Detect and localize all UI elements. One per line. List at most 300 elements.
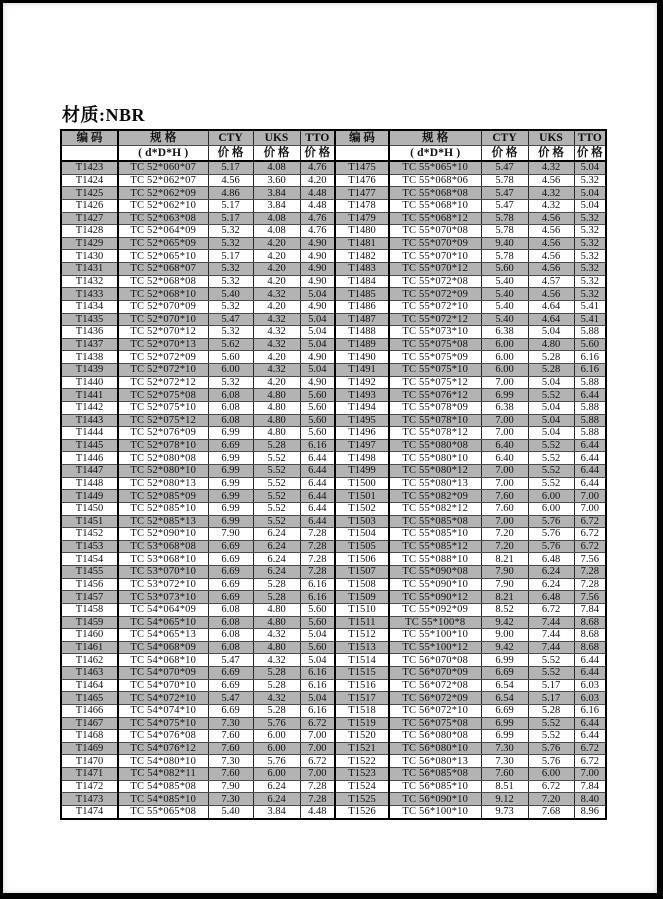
- uks-price-cell: 5.17: [528, 679, 574, 692]
- code-cell: T1476: [335, 174, 389, 187]
- uks-price-cell: 4.32: [528, 187, 574, 200]
- cty-price-cell: 6.08: [208, 629, 253, 642]
- cty-price-cell: 9.00: [481, 629, 528, 642]
- tto-price-cell: 5.04: [300, 338, 335, 351]
- table-row: [61, 275, 606, 288]
- tto-price-cell: 8.68: [574, 641, 606, 654]
- uks-price-cell: 5.28: [253, 439, 300, 452]
- table-row: [61, 667, 606, 680]
- table-row: [61, 300, 606, 313]
- tto-price-cell: 5.60: [300, 389, 335, 402]
- tto-price-cell: 7.00: [300, 768, 335, 781]
- code-cell: T1460: [61, 629, 118, 642]
- table-body: [61, 161, 606, 819]
- spec-cell: TC 52*062*09: [118, 187, 208, 200]
- cty-price-cell: 5.78: [481, 212, 528, 225]
- code-cell: T1521: [335, 742, 389, 755]
- tto-price-cell: 5.88: [574, 376, 606, 389]
- tto-price-cell: 6.72: [574, 755, 606, 768]
- uks-price-cell: 4.80: [253, 414, 300, 427]
- cty-price-cell: 5.78: [481, 225, 528, 238]
- tto-price-cell: 5.04: [300, 692, 335, 705]
- spec-cell: TC 55*080*08: [389, 439, 481, 452]
- code-cell: T1446: [61, 452, 118, 465]
- tto-price-cell: 5.60: [300, 427, 335, 440]
- spec-cell: TC 56*080*10: [389, 742, 481, 755]
- tto-price-cell: 5.04: [300, 654, 335, 667]
- uks-price-cell: 4.56: [528, 263, 574, 276]
- spec-cell: TC 52*080*13: [118, 477, 208, 490]
- col-header-uks: UKS: [253, 130, 300, 146]
- code-cell: T1458: [61, 603, 118, 616]
- uks-price-cell: 6.24: [253, 566, 300, 579]
- uks-price-cell: 4.80: [253, 389, 300, 402]
- cty-price-cell: 6.99: [208, 502, 253, 515]
- col-subheader-price: 价 格: [528, 146, 574, 162]
- code-cell: T1485: [335, 288, 389, 301]
- tto-price-cell: 6.16: [300, 704, 335, 717]
- code-cell: T1515: [335, 667, 389, 680]
- col-subheader-blank: [61, 146, 118, 162]
- table-row: [61, 477, 606, 490]
- spec-cell: TC 55*068*12: [389, 212, 481, 225]
- tto-price-cell: 6.72: [574, 528, 606, 541]
- tto-price-cell: 4.90: [300, 275, 335, 288]
- col-subheader-price: 价 格: [253, 146, 300, 162]
- uks-price-cell: 7.68: [528, 805, 574, 819]
- code-cell: T1508: [335, 578, 389, 591]
- code-cell: T1523: [335, 768, 389, 781]
- code-cell: T1462: [61, 654, 118, 667]
- cty-price-cell: 5.40: [481, 300, 528, 313]
- cty-price-cell: 5.40: [208, 288, 253, 301]
- table-row: [61, 654, 606, 667]
- spec-cell: TC 52*080*08: [118, 452, 208, 465]
- tto-price-cell: 6.72: [574, 515, 606, 528]
- code-cell: T1516: [335, 679, 389, 692]
- cty-price-cell: 8.21: [481, 591, 528, 604]
- spec-cell: TC 56*080*08: [389, 730, 481, 743]
- tto-price-cell: 6.44: [574, 730, 606, 743]
- tto-price-cell: 4.76: [300, 225, 335, 238]
- tto-price-cell: 6.44: [574, 389, 606, 402]
- tto-price-cell: 5.04: [300, 629, 335, 642]
- tto-price-cell: 5.60: [300, 414, 335, 427]
- cty-price-cell: 6.69: [208, 667, 253, 680]
- code-cell: T1522: [335, 755, 389, 768]
- tto-price-cell: 7.84: [574, 780, 606, 793]
- uks-price-cell: 5.17: [528, 692, 574, 705]
- spec-cell: TC 52*076*09: [118, 427, 208, 440]
- tto-price-cell: 6.44: [574, 439, 606, 452]
- spec-cell: TC 55*080*12: [389, 465, 481, 478]
- tto-price-cell: 4.90: [300, 300, 335, 313]
- spec-cell: TC 56*080*13: [389, 755, 481, 768]
- spec-cell: TC 55*072*08: [389, 275, 481, 288]
- table-row: [61, 401, 606, 414]
- uks-price-cell: 4.32: [253, 629, 300, 642]
- tto-price-cell: 6.16: [574, 704, 606, 717]
- cty-price-cell: 6.08: [208, 414, 253, 427]
- uks-price-cell: 5.52: [528, 654, 574, 667]
- tto-price-cell: 5.04: [300, 288, 335, 301]
- header-row-sub: [61, 146, 606, 162]
- uks-price-cell: 5.76: [528, 742, 574, 755]
- table-row: [61, 414, 606, 427]
- tto-price-cell: 5.88: [574, 326, 606, 339]
- uks-price-cell: 7.20: [528, 793, 574, 806]
- spec-cell: TC 54*076*12: [118, 742, 208, 755]
- tto-price-cell: 8.68: [574, 629, 606, 642]
- code-cell: T1452: [61, 528, 118, 541]
- tto-price-cell: 5.32: [574, 212, 606, 225]
- code-cell: T1448: [61, 477, 118, 490]
- tto-price-cell: 4.76: [300, 212, 335, 225]
- uks-price-cell: 4.80: [253, 427, 300, 440]
- code-cell: T1509: [335, 591, 389, 604]
- uks-price-cell: 6.24: [528, 566, 574, 579]
- spec-cell: TC 54*065*10: [118, 616, 208, 629]
- code-cell: T1447: [61, 465, 118, 478]
- spec-cell: TC 52*072*12: [118, 376, 208, 389]
- uks-price-cell: 6.00: [528, 502, 574, 515]
- spec-cell: TC 55*100*8: [389, 616, 481, 629]
- tto-price-cell: 4.48: [300, 187, 335, 200]
- code-cell: T1425: [61, 187, 118, 200]
- uks-price-cell: 4.32: [253, 338, 300, 351]
- cty-price-cell: 7.00: [481, 515, 528, 528]
- cty-price-cell: 5.32: [208, 263, 253, 276]
- code-cell: T1484: [335, 275, 389, 288]
- tto-price-cell: 5.32: [574, 225, 606, 238]
- uks-price-cell: 5.04: [528, 401, 574, 414]
- cty-price-cell: 7.60: [208, 768, 253, 781]
- table-row: [61, 427, 606, 440]
- uks-price-cell: 4.56: [528, 250, 574, 263]
- uks-price-cell: 6.48: [528, 553, 574, 566]
- col-header-cty: CTY: [208, 130, 253, 146]
- code-cell: T1497: [335, 439, 389, 452]
- code-cell: T1443: [61, 414, 118, 427]
- code-cell: T1438: [61, 351, 118, 364]
- code-cell: T1441: [61, 389, 118, 402]
- table-row: [61, 490, 606, 503]
- uks-price-cell: 4.32: [253, 313, 300, 326]
- cty-price-cell: 7.90: [208, 780, 253, 793]
- uks-price-cell: 6.72: [528, 603, 574, 616]
- spec-cell: TC 52*070*09: [118, 300, 208, 313]
- code-cell: T1445: [61, 439, 118, 452]
- spec-cell: TC 56*090*10: [389, 793, 481, 806]
- spec-cell: TC 52*085*09: [118, 490, 208, 503]
- cty-price-cell: 6.54: [481, 692, 528, 705]
- table-row: [61, 780, 606, 793]
- code-cell: T1466: [61, 704, 118, 717]
- code-cell: T1437: [61, 338, 118, 351]
- tto-price-cell: 6.16: [300, 667, 335, 680]
- code-cell: T1491: [335, 364, 389, 377]
- spec-cell: TC 52*068*08: [118, 275, 208, 288]
- uks-price-cell: 4.20: [253, 237, 300, 250]
- spec-cell: TC 55*100*10: [389, 629, 481, 642]
- uks-price-cell: 4.56: [528, 237, 574, 250]
- code-cell: T1456: [61, 578, 118, 591]
- cty-price-cell: 6.69: [208, 679, 253, 692]
- tto-price-cell: 7.28: [300, 528, 335, 541]
- spec-cell: TC 55*070*08: [389, 225, 481, 238]
- code-cell: T1435: [61, 313, 118, 326]
- code-cell: T1517: [335, 692, 389, 705]
- cty-price-cell: 5.78: [481, 250, 528, 263]
- page-sheet: [3, 3, 657, 893]
- code-cell: T1433: [61, 288, 118, 301]
- spec-cell: TC 54*085*08: [118, 780, 208, 793]
- table-row: [61, 288, 606, 301]
- uks-price-cell: 4.32: [253, 692, 300, 705]
- spec-cell: TC 54*075*10: [118, 717, 208, 730]
- uks-price-cell: 4.80: [253, 641, 300, 654]
- tto-price-cell: 4.90: [300, 376, 335, 389]
- code-cell: T1461: [61, 641, 118, 654]
- table-row: [61, 452, 606, 465]
- col-subheader-price: 价 格: [574, 146, 606, 162]
- page-title: 材质:NBR: [62, 105, 145, 125]
- cty-price-cell: 7.00: [481, 376, 528, 389]
- uks-price-cell: 5.52: [528, 389, 574, 402]
- tto-price-cell: 5.60: [300, 616, 335, 629]
- spec-cell: TC 54*064*09: [118, 603, 208, 616]
- spec-cell: TC 53*068*10: [118, 553, 208, 566]
- tto-price-cell: 7.28: [300, 780, 335, 793]
- code-cell: T1439: [61, 364, 118, 377]
- spec-cell: TC 55*088*10: [389, 553, 481, 566]
- table-row: [61, 326, 606, 339]
- code-cell: T1434: [61, 300, 118, 313]
- cty-price-cell: 9.40: [481, 237, 528, 250]
- spec-cell: TC 55*080*10: [389, 452, 481, 465]
- cty-price-cell: 6.69: [208, 540, 253, 553]
- table-row: [61, 641, 606, 654]
- cty-price-cell: 5.47: [208, 654, 253, 667]
- cty-price-cell: 4.86: [208, 187, 253, 200]
- uks-price-cell: 5.52: [528, 730, 574, 743]
- uks-price-cell: 4.32: [253, 654, 300, 667]
- table-row: [61, 439, 606, 452]
- cty-price-cell: 7.30: [208, 793, 253, 806]
- cty-price-cell: 6.99: [208, 452, 253, 465]
- spec-cell: TC 52*062*07: [118, 174, 208, 187]
- code-cell: T1423: [61, 161, 118, 174]
- cty-price-cell: 6.69: [208, 566, 253, 579]
- uks-price-cell: 3.84: [253, 199, 300, 212]
- spec-cell: TC 52*085*10: [118, 502, 208, 515]
- cty-price-cell: 5.40: [481, 288, 528, 301]
- col-header-cty: CTY: [481, 130, 528, 146]
- table-row: [61, 730, 606, 743]
- table-row: [61, 161, 606, 174]
- code-cell: T1429: [61, 237, 118, 250]
- spec-cell: TC 55*078*09: [389, 401, 481, 414]
- tto-price-cell: 4.90: [300, 250, 335, 263]
- uks-price-cell: 4.20: [253, 275, 300, 288]
- code-cell: T1469: [61, 742, 118, 755]
- uks-price-cell: 5.52: [528, 465, 574, 478]
- uks-price-cell: 5.04: [528, 376, 574, 389]
- uks-price-cell: 3.60: [253, 174, 300, 187]
- table-row: [61, 174, 606, 187]
- code-cell: T1442: [61, 401, 118, 414]
- uks-price-cell: 4.80: [253, 616, 300, 629]
- table-row: [61, 250, 606, 263]
- tto-price-cell: 6.16: [300, 679, 335, 692]
- cty-price-cell: 6.00: [208, 364, 253, 377]
- tto-price-cell: 7.56: [574, 591, 606, 604]
- tto-price-cell: 6.16: [574, 351, 606, 364]
- uks-price-cell: 5.28: [253, 578, 300, 591]
- code-cell: T1480: [335, 225, 389, 238]
- spec-cell: TC 55*068*10: [389, 199, 481, 212]
- spec-cell: TC 55*092*09: [389, 603, 481, 616]
- cty-price-cell: 9.73: [481, 805, 528, 819]
- uks-price-cell: 4.56: [528, 212, 574, 225]
- spec-cell: TC 55*072*12: [389, 313, 481, 326]
- tto-price-cell: 6.16: [300, 578, 335, 591]
- table-row: [61, 566, 606, 579]
- code-cell: T1507: [335, 566, 389, 579]
- col-header-tto: TTO: [300, 130, 335, 146]
- table-row: [61, 313, 606, 326]
- code-cell: T1483: [335, 263, 389, 276]
- tto-price-cell: 7.00: [300, 730, 335, 743]
- code-cell: T1474: [61, 805, 118, 819]
- cty-price-cell: 7.30: [208, 717, 253, 730]
- tto-price-cell: 6.44: [574, 465, 606, 478]
- uks-price-cell: 6.72: [528, 780, 574, 793]
- uks-price-cell: 5.76: [528, 755, 574, 768]
- uks-price-cell: 4.20: [253, 263, 300, 276]
- table-row: [61, 692, 606, 705]
- code-cell: T1430: [61, 250, 118, 263]
- tto-price-cell: 8.96: [574, 805, 606, 819]
- cty-price-cell: 5.60: [208, 351, 253, 364]
- cty-price-cell: 7.60: [481, 768, 528, 781]
- spec-cell: TC 52*075*10: [118, 401, 208, 414]
- code-cell: T1494: [335, 401, 389, 414]
- cty-price-cell: 6.38: [481, 326, 528, 339]
- cty-price-cell: 8.52: [481, 603, 528, 616]
- uks-price-cell: 6.24: [528, 578, 574, 591]
- price-table-container: [60, 129, 607, 820]
- spec-cell: TC 53*070*10: [118, 566, 208, 579]
- spec-cell: TC 56*072*08: [389, 679, 481, 692]
- tto-price-cell: 5.88: [574, 427, 606, 440]
- tto-price-cell: 7.28: [574, 566, 606, 579]
- table-row: [61, 805, 606, 819]
- cty-price-cell: 5.78: [481, 174, 528, 187]
- cty-price-cell: 9.12: [481, 793, 528, 806]
- uks-price-cell: 4.08: [253, 161, 300, 174]
- uks-price-cell: 5.52: [528, 439, 574, 452]
- tto-price-cell: 4.90: [300, 263, 335, 276]
- tto-price-cell: 6.72: [300, 717, 335, 730]
- cty-price-cell: 7.00: [481, 477, 528, 490]
- uks-price-cell: 5.52: [528, 717, 574, 730]
- cty-price-cell: 6.08: [208, 603, 253, 616]
- cty-price-cell: 6.69: [481, 667, 528, 680]
- tto-price-cell: 7.28: [300, 553, 335, 566]
- spec-cell: TC 54*076*08: [118, 730, 208, 743]
- code-cell: T1464: [61, 679, 118, 692]
- cty-price-cell: 5.32: [208, 300, 253, 313]
- cty-price-cell: 7.00: [481, 427, 528, 440]
- spec-cell: TC 55*065*10: [389, 161, 481, 174]
- spec-cell: TC 55*075*08: [389, 338, 481, 351]
- cty-price-cell: 5.47: [481, 187, 528, 200]
- code-cell: T1432: [61, 275, 118, 288]
- spec-cell: TC 52*068*07: [118, 263, 208, 276]
- spec-cell: TC 52*085*13: [118, 515, 208, 528]
- spec-cell: TC 55*085*08: [389, 515, 481, 528]
- uks-price-cell: 6.00: [253, 730, 300, 743]
- cty-price-cell: 6.69: [481, 704, 528, 717]
- uks-price-cell: 4.32: [528, 161, 574, 174]
- col-header-uks: UKS: [528, 130, 574, 146]
- tto-price-cell: 5.88: [574, 401, 606, 414]
- uks-price-cell: 7.44: [528, 641, 574, 654]
- uks-price-cell: 4.32: [528, 199, 574, 212]
- uks-price-cell: 3.84: [253, 187, 300, 200]
- cty-price-cell: 5.32: [208, 225, 253, 238]
- spec-cell: TC 54*085*10: [118, 793, 208, 806]
- code-cell: T1453: [61, 540, 118, 553]
- uks-price-cell: 4.20: [253, 300, 300, 313]
- tto-price-cell: 6.44: [300, 502, 335, 515]
- cty-price-cell: 6.69: [208, 553, 253, 566]
- tto-price-cell: 6.44: [300, 477, 335, 490]
- uks-price-cell: 5.52: [253, 477, 300, 490]
- table-row: [61, 389, 606, 402]
- spec-cell: TC 52*060*07: [118, 161, 208, 174]
- code-cell: T1455: [61, 566, 118, 579]
- spec-cell: TC 52*075*12: [118, 414, 208, 427]
- table-row: [61, 704, 606, 717]
- cty-price-cell: 6.38: [481, 401, 528, 414]
- spec-cell: TC 54*072*10: [118, 692, 208, 705]
- tto-price-cell: 6.16: [574, 364, 606, 377]
- code-cell: T1481: [335, 237, 389, 250]
- table-row: [61, 629, 606, 642]
- spec-cell: TC 55*070*10: [389, 250, 481, 263]
- col-subheader-blank: [335, 146, 389, 162]
- spec-cell: TC 55*075*09: [389, 351, 481, 364]
- uks-price-cell: 4.32: [253, 326, 300, 339]
- spec-cell: TC 52*065*10: [118, 250, 208, 263]
- uks-price-cell: 5.52: [253, 452, 300, 465]
- tto-price-cell: 5.41: [574, 313, 606, 326]
- uks-price-cell: 6.00: [528, 490, 574, 503]
- spec-cell: TC 52*072*09: [118, 351, 208, 364]
- table-row: [61, 338, 606, 351]
- tto-price-cell: 5.41: [574, 300, 606, 313]
- tto-price-cell: 7.84: [574, 603, 606, 616]
- uks-price-cell: 5.28: [253, 704, 300, 717]
- code-cell: T1520: [335, 730, 389, 743]
- cty-price-cell: 6.69: [208, 439, 253, 452]
- tto-price-cell: 6.44: [574, 717, 606, 730]
- cty-price-cell: 5.17: [208, 161, 253, 174]
- code-cell: T1449: [61, 490, 118, 503]
- uks-price-cell: 6.00: [528, 768, 574, 781]
